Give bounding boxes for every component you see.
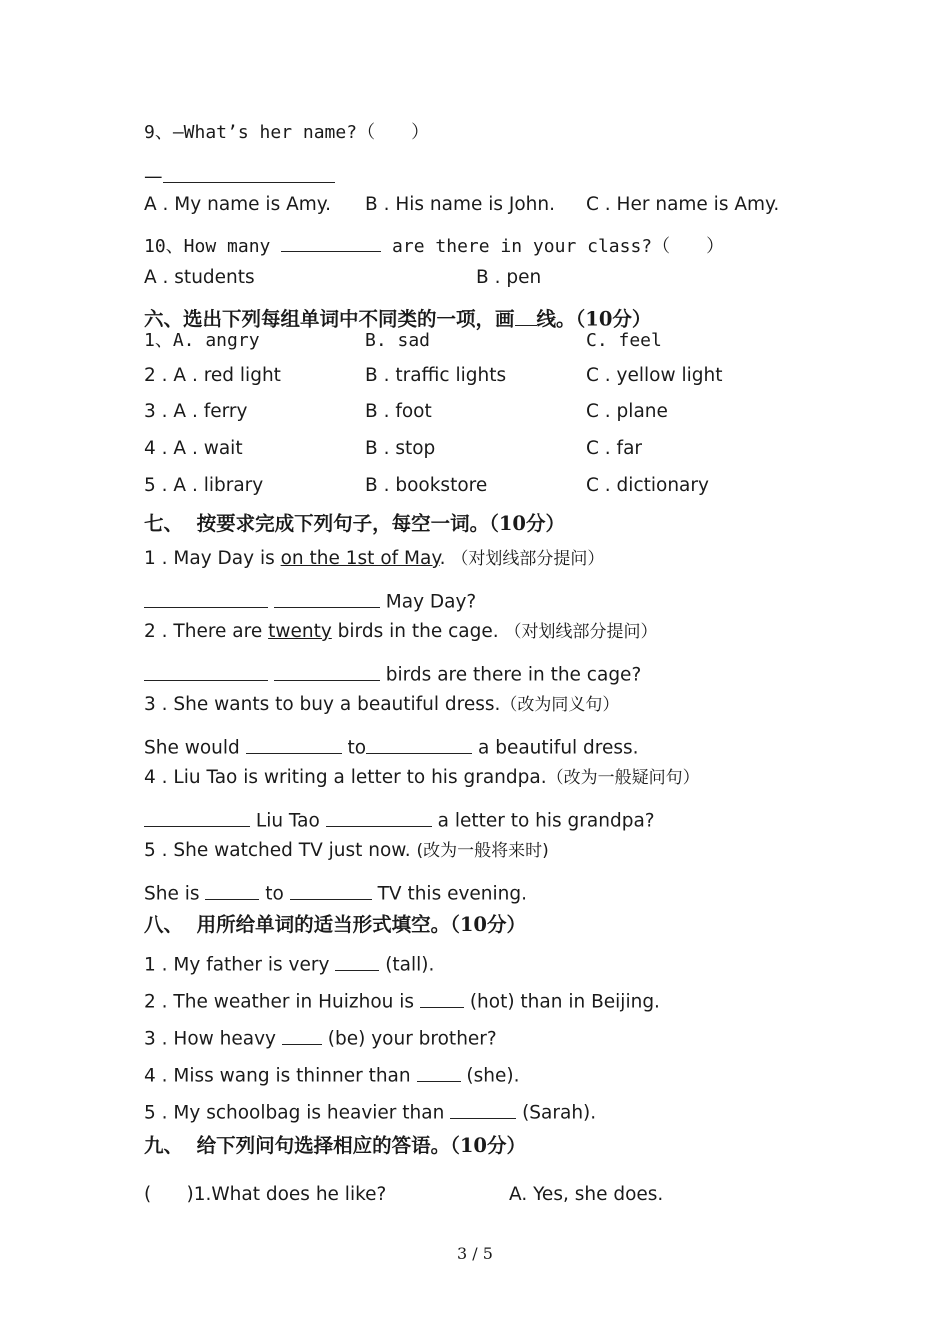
- s7-s4-note: （改为一般疑问句）: [546, 768, 700, 788]
- s8-item3: [144, 1025, 497, 1049]
- s7-s2-note: （对划线部分提问）: [504, 622, 658, 642]
- s6-row5-b: B . bookstore: [365, 475, 488, 496]
- q9-answer-line: [144, 163, 335, 187]
- answer-blank[interactable]: [450, 1099, 516, 1119]
- s7-a3-mid: to: [341, 737, 367, 759]
- page-number: 3 / 5: [457, 1244, 493, 1263]
- s8-item2: [144, 988, 660, 1012]
- s7-answer2: [144, 661, 641, 685]
- section8-heading: 八、 用所给单词的适当形式填空。（10分）: [144, 913, 526, 936]
- answer-blank[interactable]: [246, 734, 342, 754]
- s7-sentence2: [144, 623, 658, 642]
- answer-blank[interactable]: [144, 661, 268, 681]
- s7-s1-end: .: [439, 548, 452, 569]
- s8-i2-text: 2 . The weather in Huizhou is: [144, 991, 420, 1013]
- s7-a5-start: She is: [144, 883, 206, 905]
- s7-sentence4: [144, 769, 700, 788]
- answer-blank[interactable]: [282, 1025, 322, 1045]
- s7-s3-text: 3 . She wants to buy a beautiful dress.: [144, 694, 501, 715]
- s8-item4: [144, 1062, 519, 1086]
- s7-s2-text: 2 . There are: [144, 621, 269, 642]
- q10-option-b: B . pen: [476, 267, 542, 288]
- s7-a2-text: birds are there in the cage?: [379, 664, 642, 686]
- q9-option-b: B . His name is John.: [365, 194, 556, 215]
- q9-option-c: C . Her name is Amy.: [586, 194, 780, 215]
- s7-a4-end: a letter to his grandpa?: [431, 810, 655, 832]
- s8-item5: [144, 1099, 596, 1123]
- answer-blank[interactable]: [420, 988, 464, 1008]
- s6-row2-c: C . yellow light: [586, 365, 723, 386]
- q9-question: 9、—What’s her name?（ ）: [144, 122, 430, 143]
- s8-i1-hint: (tall).: [379, 954, 435, 976]
- s7-s2-underlined: twenty: [268, 621, 332, 642]
- s6-row3-a: 3 . A . ferry: [144, 401, 248, 422]
- s7-s5-note: (改为一般将来时): [416, 841, 549, 861]
- answer-blank[interactable]: [366, 734, 472, 754]
- q10-before: 10、How many: [144, 236, 282, 257]
- s7-a5-mid: to: [259, 883, 290, 905]
- s7-answer5: [144, 880, 527, 904]
- answer-blank[interactable]: [205, 880, 259, 900]
- s7-answer3: [144, 734, 639, 758]
- section6-heading-b: 线。（10分）: [536, 307, 652, 331]
- s9-question1: ( )1.What does he like?: [144, 1184, 387, 1205]
- s8-i4-text: 4 . Miss wang is thinner than: [144, 1065, 417, 1087]
- q9-option-a: A . My name is Amy.: [144, 194, 331, 215]
- s9-answer-a: A. Yes, she does.: [509, 1184, 664, 1205]
- s7-a3-end: a beautiful dress.: [472, 737, 639, 759]
- answer-blank[interactable]: [144, 588, 268, 608]
- s7-s1-note: （对划线部分提问）: [451, 549, 605, 569]
- s8-i5-text: 5 . My schoolbag is heavier than: [144, 1102, 451, 1124]
- s6-row3-c: C . plane: [586, 401, 668, 422]
- s7-s2-end: birds in the cage.: [331, 621, 505, 642]
- s6-row4-b: B . stop: [365, 438, 436, 459]
- s8-i3-text: 3 . How heavy: [144, 1028, 282, 1050]
- s6-row4-c: C . far: [586, 438, 643, 459]
- s8-i4-hint: (she).: [460, 1065, 520, 1087]
- underline-mark: [515, 305, 537, 326]
- answer-blank[interactable]: [281, 233, 381, 252]
- s7-answer1: [144, 588, 476, 612]
- s6-row2-b: B . traffic lights: [365, 365, 507, 386]
- q10-question: [144, 233, 724, 256]
- s7-s1-underlined: on the 1st of May: [280, 548, 440, 569]
- section7-heading: 七、 按要求完成下列句子，每空一词。（10分）: [144, 512, 565, 535]
- s7-s1-text: 1 . May Day is: [144, 548, 281, 569]
- s7-sentence3: [144, 696, 619, 715]
- s6-row2-a: 2 . A . red light: [144, 365, 281, 386]
- section6-heading: [144, 305, 651, 329]
- s6-row3-b: B . foot: [365, 401, 432, 422]
- s7-a1-text: May Day?: [379, 591, 477, 613]
- s6-row5-a: 5 . A . library: [144, 475, 264, 496]
- s7-s5-text: 5 . She watched TV just now.: [144, 840, 417, 861]
- s8-i3-hint: (be) your brother?: [321, 1028, 497, 1050]
- answer-blank[interactable]: [326, 807, 432, 827]
- s6-row4-a: 4 . A . wait: [144, 438, 243, 459]
- s7-sentence5: [144, 842, 549, 861]
- answer-blank[interactable]: [274, 661, 380, 681]
- s8-i5-hint: (Sarah).: [516, 1102, 597, 1124]
- s6-row5-c: C . dictionary: [586, 475, 709, 496]
- s7-s4-text: 4 . Liu Tao is writing a letter to his grandpa.: [144, 767, 547, 788]
- answer-blank[interactable]: [144, 807, 250, 827]
- s7-answer4: [144, 807, 655, 831]
- section9-heading: 九、 给下列问句选择相应的答语。（10分）: [144, 1134, 526, 1157]
- s8-item1: [144, 951, 434, 975]
- section6-heading-a: 六、选出下列每组单词中不同类的一项，画: [144, 307, 515, 331]
- q10-option-a: A . students: [144, 267, 255, 288]
- answer-blank[interactable]: [163, 163, 335, 183]
- s6-row1-c: C. feel: [586, 330, 662, 351]
- s6-row1-a: 1、A. angry: [144, 330, 260, 351]
- s7-s3-note: （改为同义句）: [500, 695, 620, 715]
- s7-a5-end: TV this evening.: [371, 883, 528, 905]
- s7-sentence1: [144, 550, 604, 569]
- s7-a3-start: She would: [144, 737, 246, 759]
- q10-after: are there in your class?（ ）: [381, 236, 725, 257]
- s8-i2-hint: (hot) than in Beijing.: [463, 991, 660, 1013]
- answer-blank[interactable]: [290, 880, 372, 900]
- s6-row1-b: B. sad: [365, 330, 431, 351]
- dash: —: [144, 166, 163, 188]
- s8-i1-text: 1 . My father is very: [144, 954, 336, 976]
- answer-blank[interactable]: [335, 951, 379, 971]
- answer-blank[interactable]: [274, 588, 380, 608]
- answer-blank[interactable]: [417, 1062, 461, 1082]
- s7-a4-mid: Liu Tao: [250, 810, 326, 832]
